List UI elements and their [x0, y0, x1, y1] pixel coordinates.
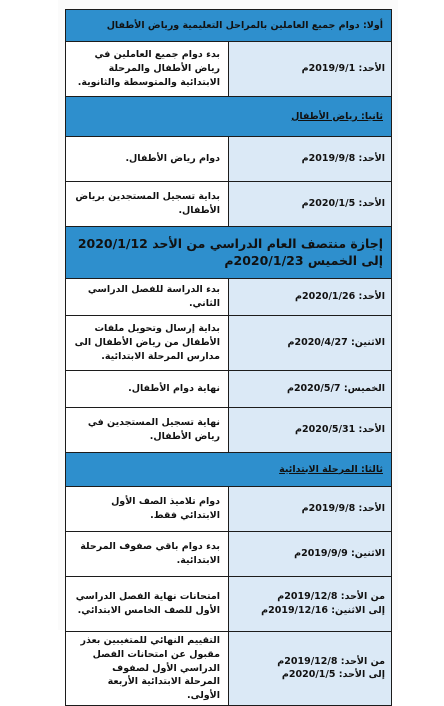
date-range-start: من الأحد: 2019/12/8م: [277, 655, 385, 667]
section-heading-kindergarten: [66, 97, 392, 137]
row-description: بدء دوام جميع العاملين في رياض الأطفال والمرحلة الابتدائية والمتوسطة والثانوية.: [66, 42, 229, 97]
table-row: [66, 371, 392, 408]
table-row: [66, 42, 392, 97]
row-description: نهاية دوام الأطفال.: [66, 371, 229, 408]
row-description: بداية إرسال وتحويل ملفات الأطفال من رياض الأطفال الى مدارس المرحلة الابتدائية.: [66, 316, 229, 371]
table-row: [66, 632, 392, 706]
row-date: [229, 577, 392, 632]
row-description: التقييم النهائي للمتغيبين بعذر مقبول عن امتحانات الفصل الدراسي الأول لصفوف المرحلة الابتدائية الأربعة الأولى.: [66, 632, 229, 706]
row-date: الأحد: 2019/9/1م: [229, 42, 392, 97]
row-date: [229, 632, 392, 706]
row-description: بداية تسجيل المستجدين برياض الأطفال.: [66, 182, 229, 227]
row-date: الأحد: 2020/1/26م: [229, 279, 392, 316]
table-row: [66, 137, 392, 182]
row-date: الاثنين: 2020/4/27م: [229, 316, 392, 371]
table-row: [66, 182, 392, 227]
date-range-start: من الأحد: 2019/12/8م: [277, 591, 385, 603]
school-calendar-table: [65, 9, 392, 706]
row-date: الاثنين: 2019/9/9م: [229, 532, 392, 577]
table-row: [66, 532, 392, 577]
holiday-heading-line-2: إلى الخميس 2020/1/23م: [224, 252, 383, 268]
row-description: بدء الدراسة للفصل الدراسي الثاني.: [66, 279, 229, 316]
row-date: الأحد: 2019/9/8م: [229, 487, 392, 532]
row-date: الأحد: 2020/5/31م: [229, 408, 392, 453]
row-date: الأحد: 2020/1/5م: [229, 182, 392, 227]
date-range-end: إلى الأحد: 2020/1/5م: [281, 669, 385, 681]
table-row: [66, 279, 392, 316]
table-row: [66, 577, 392, 632]
section-heading-staff: أولا: دوام جميع العاملين بالمراحل التعليمية ورياض الأطفال: [66, 10, 392, 42]
section-heading-text: ثانيا: رياض الأطفال: [291, 110, 383, 122]
row-date: الأحد: 2019/9/8م: [229, 137, 392, 182]
row-description: بدء دوام باقي صفوف المرحلة الابتدائية.: [66, 532, 229, 577]
row-date: الخميس: 2020/5/7م: [229, 371, 392, 408]
row-description: نهاية تسجيل المستجدين في رياض الأطفال.: [66, 408, 229, 453]
holiday-heading-line-1: إجازة منتصف العام الدراسي من الأحد 2020/1/12: [77, 235, 383, 251]
row-description: دوام رياض الأطفال.: [66, 137, 229, 182]
section-heading-midyear-holiday: [66, 227, 392, 279]
table-row: [66, 487, 392, 532]
table-row: [66, 408, 392, 453]
section-heading-primary: [66, 453, 392, 487]
date-range-end: إلى الاثنين: 2019/12/16م: [261, 605, 385, 616]
row-description: دوام تلاميذ الصف الأول الابتدائي فقط.: [66, 487, 229, 532]
row-description: امتحانات نهاية الفصل الدراسي الأول للصف الخامس الابتدائي.: [66, 577, 229, 632]
section-heading-text: ثالثا: المرحلة الابتدائية: [279, 463, 383, 475]
table-row: [66, 316, 392, 371]
